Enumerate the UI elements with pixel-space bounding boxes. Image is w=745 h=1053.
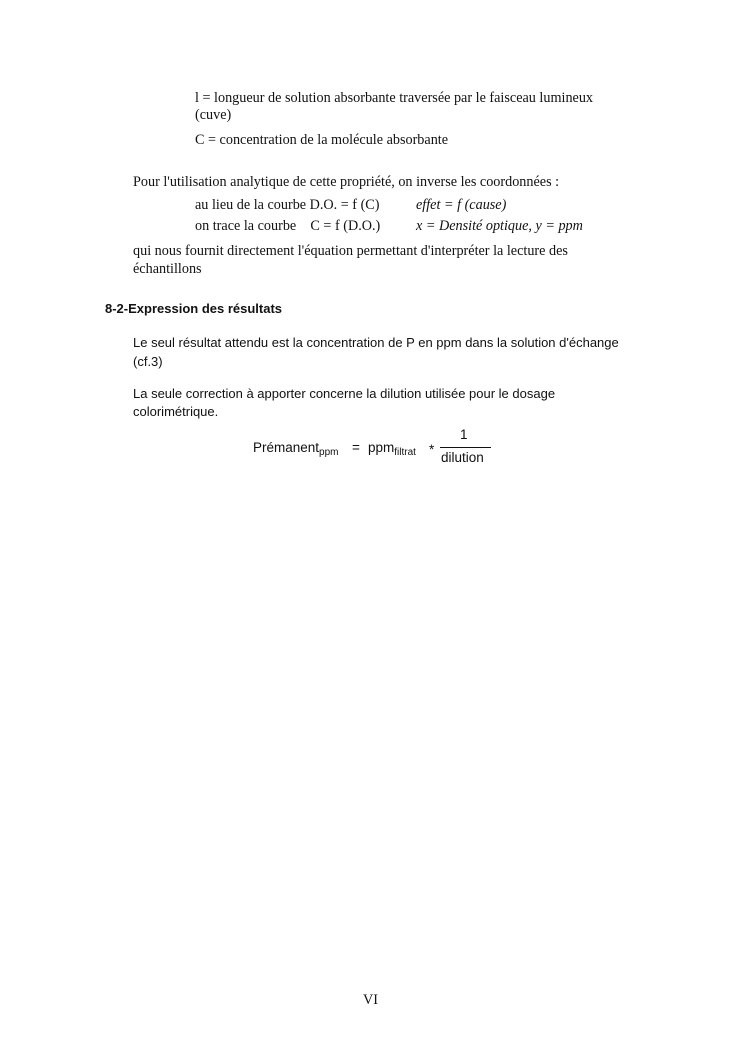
- definition-l-line1: l = longueur de solution absorbante traversée par le faisceau lumineux: [195, 90, 594, 106]
- curve-row-1-right: effet = f (cause): [416, 197, 507, 213]
- result-line-1: qui nous fournit directement l'équation permettant d'interpréter la lecture des: [133, 243, 568, 259]
- curve-row-2-right: x = Densité optique, y = ppm: [416, 218, 583, 234]
- definition-l-line2: (cuve): [195, 107, 232, 123]
- formula-times: *: [429, 442, 435, 457]
- paragraph-1-line-2: (cf.3): [133, 354, 163, 369]
- inverse-intro: Pour l'utilisation analytique de cette propriété, on inverse les coordonnées :: [133, 174, 560, 190]
- definition-c: C = concentration de la molécule absorbante: [195, 132, 449, 148]
- formula-rhs: [368, 440, 416, 458]
- paragraph-2-line-2: colorimétrique.: [133, 404, 219, 419]
- fraction-bar: [440, 447, 491, 448]
- paragraph-1-line-1: Le seul résultat attendu est la concentration de P en ppm dans la solution d'échange: [133, 335, 619, 350]
- paragraph-2-line-1: La seule correction à apporter concerne la dilution utilisée pour le dosage: [133, 386, 556, 401]
- curve-row-1-left: au lieu de la courbe D.O. = f (C): [195, 197, 380, 213]
- curve-row-2-left: on trace la courbe C = f (D.O.): [195, 218, 381, 234]
- formula-numerator: 1: [460, 427, 468, 442]
- page-number: VI: [363, 992, 378, 1008]
- result-line-2: échantillons: [133, 261, 202, 277]
- formula-rhs-text: ppm: [368, 440, 395, 455]
- formula-lhs-subscript: ppm: [319, 447, 339, 458]
- formula-lhs: [253, 440, 339, 458]
- formula-lhs-text: Prémanent: [253, 440, 320, 455]
- formula-denominator: dilution: [441, 450, 484, 465]
- section-title: 8-2-Expression des résultats: [105, 301, 283, 316]
- formula-equals: =: [352, 440, 360, 455]
- formula-rhs-subscript: filtrat: [394, 447, 416, 458]
